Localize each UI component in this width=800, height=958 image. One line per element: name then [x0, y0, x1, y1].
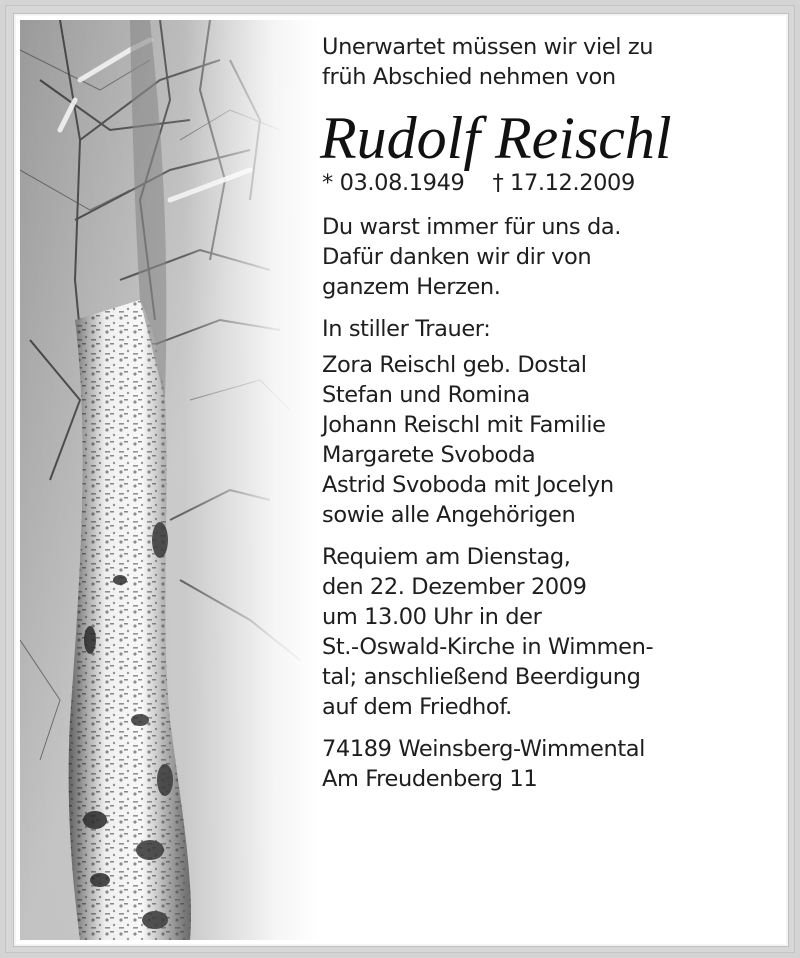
mourner: Astrid Svoboda mit Jocelyn: [322, 472, 614, 498]
service-line: Requiem am Dienstag,: [322, 544, 571, 570]
obituary-card: [14, 14, 788, 946]
intro-line: Unerwartet müssen wir viel zu: [322, 34, 654, 60]
mourner: sowie alle Angehörigen: [322, 502, 576, 528]
mourner: Zora Reischl geb. Dostal: [322, 352, 587, 378]
mourning-heading: In stiller Trauer:: [322, 316, 491, 342]
mourner: Stefan und Romina: [322, 382, 530, 408]
death-date: † 17.12.2009: [492, 170, 635, 196]
obituary-text: [322, 32, 782, 806]
service-line: St.-Oswald-Kirche in Wimmen-: [322, 634, 654, 660]
intro: [322, 32, 782, 92]
service-info: [322, 542, 782, 722]
service-line: tal; anschließend Beerdigung: [322, 664, 641, 690]
service-line: den 22. Dezember 2009: [322, 574, 587, 600]
message-line: ganzem Herzen.: [322, 274, 501, 300]
birth-date: * 03.08.1949: [322, 170, 465, 196]
obituary-card-outer-frame: [5, 5, 795, 953]
mourners-list: [322, 350, 782, 530]
deceased-name: Rudolf Reischl: [320, 105, 672, 171]
mourner: Margarete Svoboda: [322, 442, 536, 468]
life-dates: [322, 168, 782, 198]
birch-tree-photo: [20, 20, 320, 940]
address-line: 74189 Weinsberg-Wimmental: [322, 736, 646, 762]
message-line: Dafür danken wir dir von: [322, 244, 592, 270]
service-line: um 13.00 Uhr in der: [322, 604, 542, 630]
message: [322, 212, 782, 302]
message-line: Du warst immer für uns da.: [322, 214, 622, 240]
mourner: Johann Reischl mit Familie: [322, 412, 606, 438]
intro-line: früh Abschied nehmen von: [322, 64, 616, 90]
address: [322, 734, 782, 794]
mourning-heading-block: [322, 314, 782, 344]
address-line: Am Freudenberg 11: [322, 766, 538, 792]
service-line: auf dem Friedhof.: [322, 694, 512, 720]
